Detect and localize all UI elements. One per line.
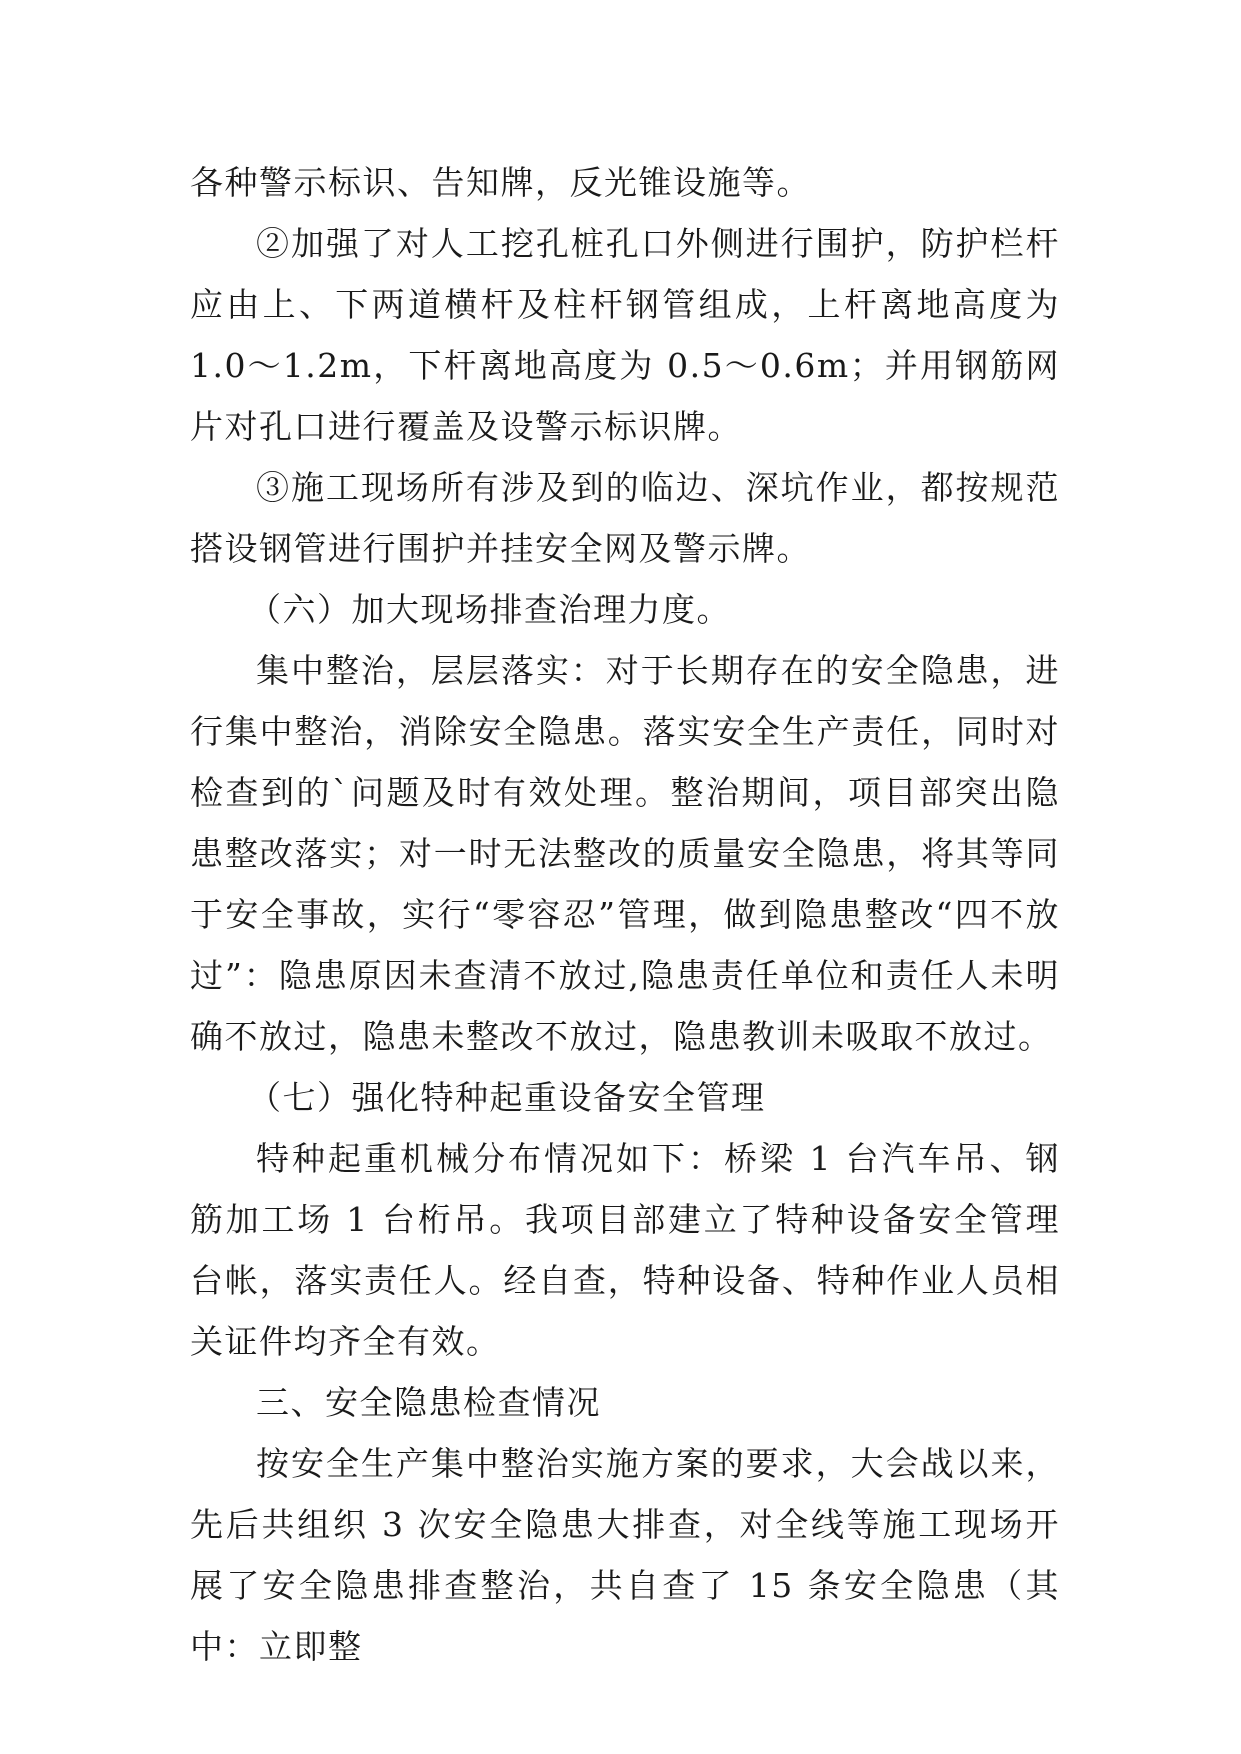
paragraph-warning-signs: 各种警示标识、告知牌，反光锥设施等。 xyxy=(190,163,811,202)
paragraph-centralized-rectification: 集中整治，层层落实：对于长期存在的安全隐患，进行集中整治，消除安全隐患。落实安全生产责任，同时对检查到的`问题及时有效处理。整治期间，项目部突出隐患整改落实；对一时无法整改的质量安全隐患，将其等同于安全事故，实行“零容忍”管理，做到隐患整改“四不放过”：隐患原因未查清不放过,隐患责任单位和责任人未明确不放过，隐患未整改不放过，隐患教训未吸取不放过。 xyxy=(190,651,1060,1056)
paragraph-pile-hole-protection: ②加强了对人工挖孔桩孔口外侧进行围护，防护栏杆应由上、下两道横杆及柱杆钢管组成，上杆离地高度为 1.0～1.2m，下杆离地高度为 0.5～0.6m；并用钢筋网片对孔口进行覆盖及设警示标识牌。 xyxy=(190,224,1060,446)
section-heading-six: （六）加大现场排查治理力度。 xyxy=(248,590,731,629)
paragraph-lifting-equipment: 特种起重机械分布情况如下：桥梁 1 台汽车吊、钢筋加工场 1 台桁吊。我项目部建立了特种设备安全管理台帐，落实责任人。经自查，特种设备、特种作业人员相关证件均齐全有效。 xyxy=(190,1139,1060,1361)
paragraph-edge-pit-protection: ③施工现场所有涉及到的临边、深坑作业，都按规范搭设钢管进行围护并挂安全网及警示牌。 xyxy=(190,468,1060,568)
section-heading-seven: （七）强化特种起重设备安全管理 xyxy=(248,1078,766,1117)
document-body xyxy=(190,152,1060,1677)
section-heading-three: 三、安全隐患检查情况 xyxy=(256,1383,601,1422)
paragraph-hazard-inspection: 按安全生产集中整治实施方案的要求，大会战以来，先后共组织 3 次安全隐患大排查，对全线等施工现场开展了安全隐患排查整治，共自查了 15 条安全隐患（其中：立即整 xyxy=(190,1444,1060,1666)
